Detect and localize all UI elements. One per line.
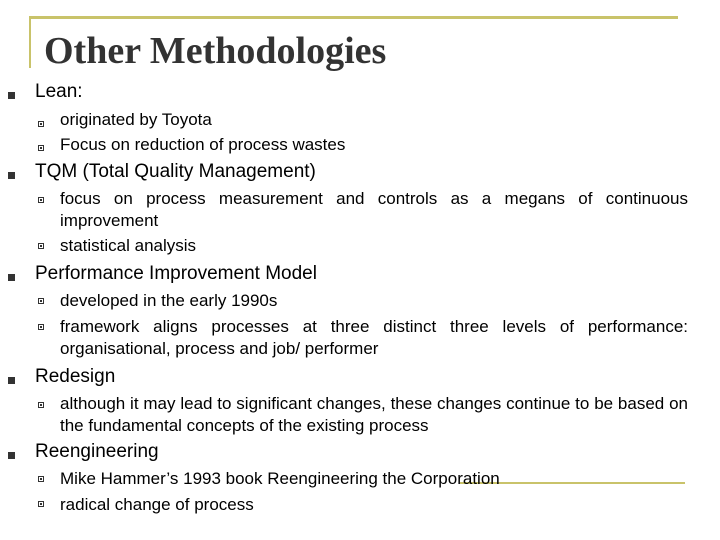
sub-bullet-icon: [38, 476, 44, 482]
slide-title: Other Methodologies: [44, 30, 387, 72]
sub-bullet-icon: [38, 243, 44, 249]
sub-bullet-icon: [38, 501, 44, 507]
list-item: although it may lead to significant changes, these changes continue to be based on the fundamental concepts of the existing process: [60, 394, 688, 435]
bullet-icon: [8, 92, 15, 99]
list-item: radical change of process: [60, 495, 254, 514]
sub-bullet-icon: [38, 121, 44, 127]
sub-bullet-icon: [38, 145, 44, 151]
bullet-icon: [8, 377, 15, 384]
list-item: focus on process measurement and controls as a megans of continuous improvement: [60, 189, 688, 230]
section-label-tqm: TQM (Total Quality Management): [35, 161, 316, 182]
list-item: Mike Hammer’s 1993 book Reengineering the Corporation: [60, 469, 500, 488]
bullet-icon: [8, 172, 15, 179]
sub-bullet-icon: [38, 298, 44, 304]
section-label-performance-improvement-model: Performance Improvement Model: [35, 263, 317, 284]
bullet-icon: [8, 452, 15, 459]
list-item: Focus on reduction of process wastes: [60, 135, 346, 154]
sub-bullet-icon: [38, 197, 44, 203]
section-label-reengineering: Reengineering: [35, 441, 159, 462]
list-item: framework aligns processes at three distinct three levels of performance: organisational, process and job/ performer: [60, 317, 688, 358]
section-label-lean: Lean:: [35, 81, 83, 102]
list-item: originated by Toyota: [60, 110, 212, 129]
sub-bullet-icon: [38, 324, 44, 330]
bullet-icon: [8, 274, 15, 281]
list-item: developed in the early 1990s: [60, 291, 278, 310]
list-item: statistical analysis: [60, 236, 197, 255]
section-label-redesign: Redesign: [35, 366, 116, 387]
sub-bullet-icon: [38, 402, 44, 408]
